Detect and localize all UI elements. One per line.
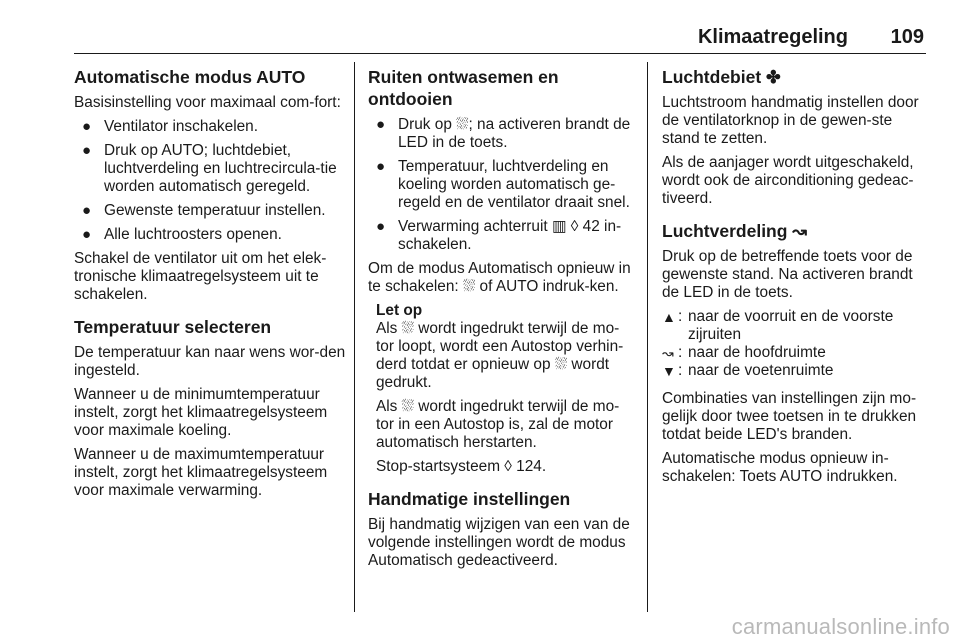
paragraph: Om de modus Automatisch opnieuw in te schakelen: ⛆ of AUTO indruk-ken. [368, 260, 631, 295]
note-heading: Let op [376, 302, 423, 319]
paragraph: Als de aanjager wordt uitgeschakeld, wordt ook de airconditioning gedeac-tiveerd. [662, 154, 914, 207]
list-item-text: Verwarming achterruit ▥ ◊ 42 in-schakelen. [398, 218, 622, 253]
column-divider [647, 62, 648, 612]
list-item-text: naar de voorruit en de voorste zijruiten [688, 308, 894, 343]
paragraph: Wanneer u de minimumtemperatuur instelt, zorgt het klimaatregelsysteem voor maximale koeling. [74, 386, 328, 439]
air-distribution-list [662, 308, 928, 380]
footwell-arrow-icon: ▼ [662, 363, 676, 379]
note-text: Als ⛆ wordt ingedrukt terwijl de mo-tor loopt, wordt een Autostop verhin-derd totdat er opnieuw op ⛆ wordt gedrukt. [376, 320, 624, 391]
list-item [74, 142, 346, 196]
column-1 [74, 66, 346, 506]
bullet-icon: ● [376, 158, 386, 175]
list-item-text: Gewenste temperatuur instellen. [104, 202, 326, 219]
list-item: ▲ : naar de voorruit en de voorste zijruiten [662, 308, 928, 344]
list-item [368, 158, 634, 212]
list-item: ↝ : naar de hoofdruimte [662, 344, 928, 362]
bullet-icon: ● [82, 202, 92, 219]
list-item-text: naar de voetenruimte [688, 362, 834, 379]
section-heading: Handmatige instellingen [368, 489, 571, 509]
list-item-text: naar de hoofdruimte [688, 344, 826, 361]
column-divider [354, 62, 355, 612]
list-item-text: Druk op AUTO; luchtdebiet, luchtverdeling en luchtrecircula-tie worden automatisch geregeld. [104, 142, 337, 195]
list-item [368, 116, 634, 152]
list-item-text: Temperatuur, luchtverdeling en koeling worden automatisch ge-regeld en de ventilator draait snel. [398, 158, 630, 211]
section-heading: Ruiten ontwasemen en ontdooien [368, 67, 559, 109]
bullet-icon: ● [376, 218, 386, 235]
column-2 [368, 66, 634, 576]
chapter-title: Klimaatregeling [697, 26, 848, 48]
paragraph: Wanneer u de maximumtemperatuur instelt, zorgt het klimaatregelsysteem voor maximale verwarming. [74, 446, 328, 499]
list-item-text: Alle luchtroosters openen. [104, 226, 282, 243]
bullet-icon: ● [376, 116, 386, 133]
page-number: 109 [890, 26, 924, 48]
section-heading: Automatische modus AUTO [74, 67, 306, 87]
paragraph: Automatische modus opnieuw in-schakelen: Toets AUTO indrukken. [662, 450, 898, 485]
watermark-link[interactable]: carmanualsonline.info [731, 614, 950, 639]
list-item: ▼ : naar de voetenruimte [662, 362, 928, 380]
bullet-icon: ● [82, 226, 92, 243]
paragraph: Druk op de betreffende toets voor de gewenste stand. Na activeren brandt de LED in de toets. [662, 248, 913, 301]
section-heading: Luchtdebiet ✤ [662, 67, 781, 87]
column-3 [662, 66, 928, 492]
section-heading: Temperatuur selecteren [74, 317, 272, 337]
list-item-text: Druk op ⛆; na activeren brandt de LED in de toets. [398, 116, 631, 151]
list-item [74, 226, 346, 244]
head-area-icon: ↝ [662, 345, 674, 361]
list-item [74, 202, 346, 220]
list-item [74, 118, 346, 136]
section-heading: Luchtverdeling ↝ [662, 221, 807, 241]
list-item [368, 218, 634, 254]
note-box [368, 302, 634, 476]
paragraph: Combinaties van instellingen zijn mo-gelijk door twee toetsen in te drukken totdat beide LED's branden. [662, 390, 917, 443]
note-text: Stop-startsysteem ◊ 124. [376, 458, 547, 475]
paragraph: Basisinstelling voor maximaal com-fort: [74, 94, 341, 111]
bullet-icon: ● [82, 142, 92, 159]
list-item-text: Ventilator inschakelen. [104, 118, 259, 135]
paragraph: Schakel de ventilator uit om het elek-tronische klimaatregelsysteem uit te schakelen. [74, 250, 327, 303]
paragraph: De temperatuur kan naar wens wor-den ingesteld. [74, 344, 346, 379]
paragraph: Bij handmatig wijzigen van een van de volgende instellingen wordt de modus Automatisch gedeactiveerd. [368, 516, 630, 569]
bullet-icon: ● [82, 118, 92, 135]
paragraph: Luchtstroom handmatig instellen door de ventilatorknop in de gewen-ste stand te zetten. [662, 94, 919, 147]
windscreen-arrow-icon: ▲ [662, 309, 676, 325]
page-header [74, 26, 926, 54]
note-text: Als ⛆ wordt ingedrukt terwijl de mo-tor in een Autostop is, zal de motor automatisch herstarten. [376, 398, 620, 451]
